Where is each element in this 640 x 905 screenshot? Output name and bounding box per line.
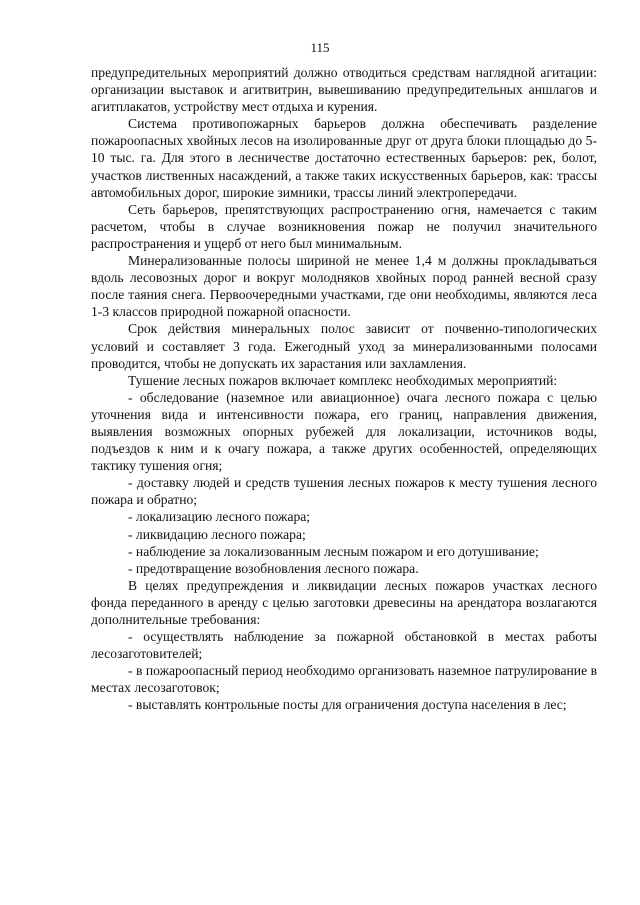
list-item-localization: - локализацию лесного пожара; [128, 509, 311, 525]
list-item-liquidation: - ликвидацию лесного пожара; [128, 526, 306, 542]
paragraph-barrier-network: Сеть барьеров, препятствующих распространению огня, намечается с таким расчетом, чтобы в случае возникновения пожар не получил значительного распространения и ущерб от него был минимальным. [91, 201, 597, 251]
paragraph-lease-requirements: В целях предупреждения и ликвидации лесных пожаров участках лесного фонда переданного в аренду с целью заготовки древесины на арендатора возлагаются дополнительные требования: [91, 577, 597, 627]
paragraph-continuation: предупредительных мероприятий должно отводиться средствам наглядной агитации: организации выставок и агитвитрин, вывешиванию предупредительных аншлагов и агитплакатов, устройству мест отдыха и курения. [91, 65, 597, 115]
paragraph-fire-barriers: Система противопожарных барьеров должна обеспечивать разделение пожароопасных хвойных лесов на изолированные друг от друга блоки площадью до 5-10 тыс. га. Для этого в лесничестве достаточно естественных барьеров: рек, болот, участков лиственных насаждений, а также таких искусственных барьеров, как: трассы автомобильных дорог, широкие зимники, трассы линий электропередачи. [91, 116, 597, 200]
list-item-checkpoints: - выставлять контрольные посты для ограничения доступа населения в лес; [128, 697, 567, 713]
list-item-observation: - осуществлять наблюдение за пожарной обстановкой в местах работы лесозаготовителей; [91, 629, 597, 662]
list-item-inspection: - обследование (наземное или авиационное) очага лесного пожара с целью уточнения вида и интенсивности пожара, его границ, направления движения, выявления возможных опорных рубежей для локализации, источников воды, подъездов к ним и к очагу пожара, а также других особенностей, определяющих тактику тушения огня; [91, 389, 597, 474]
paragraph-firefighting-intro: Тушение лесных пожаров включает комплекс необходимых мероприятий: [128, 372, 558, 388]
paragraph-strip-lifetime: Срок действия минеральных полос зависит от почвенно-типологических условий и составляет 3 года. Ежегодный уход за минерализованными полосами проводится, чтобы не допускать их зарастания или захламления. [91, 321, 597, 371]
list-item-prevention: - предотвращение возобновления лесного пожара. [128, 560, 419, 576]
list-item-patrol: - в пожароопасный период необходимо организовать наземное патрулирование в местах лесозаготовок; [91, 663, 597, 696]
document-body [91, 64, 597, 714]
page-number: 115 [310, 40, 330, 55]
paragraph-mineralized-strips: Минерализованные полосы шириной не менее 1,4 м должны прокладываться вдоль лесовозных дорог и вокруг молодняков хвойных пород ранней весной сразу после таяния снега. Первоочередными участками, где они необходимы, являются леса 1-3 классов природной пожарной опасности. [91, 253, 597, 320]
list-item-monitoring: - наблюдение за локализованным лесным пожаром и его дотушивание; [128, 543, 539, 559]
list-item-delivery: - доставку людей и средств тушения лесных пожаров к месту тушения лесного пожара и обратно; [91, 475, 597, 508]
